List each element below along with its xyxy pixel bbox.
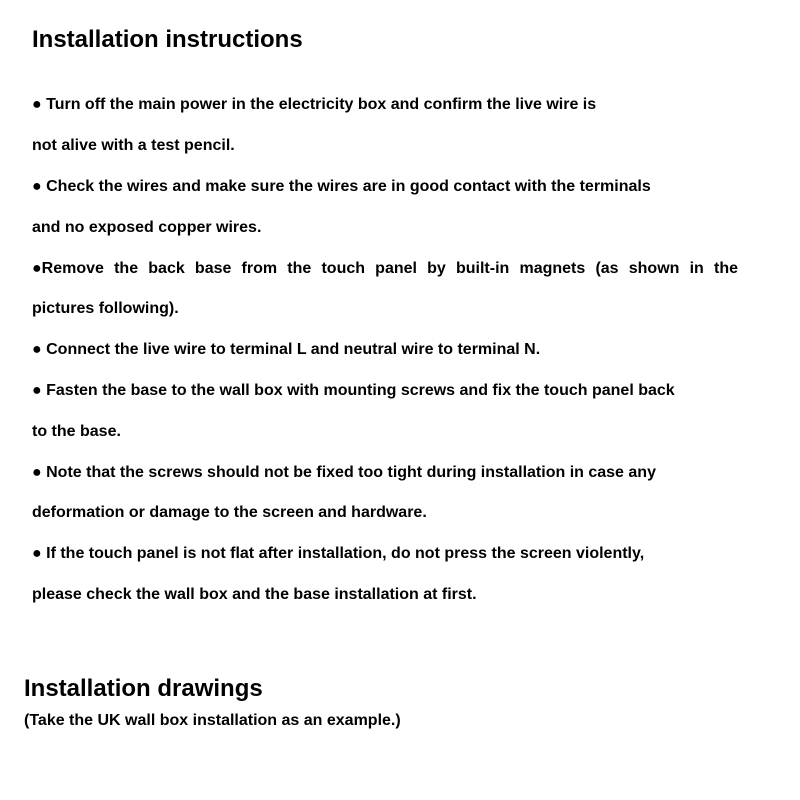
instruction-text: Connect the live wire to terminal L and neutral wire to terminal N.: [46, 341, 541, 358]
bullet-icon: ●: [32, 382, 42, 399]
bullet-icon: ●: [32, 545, 42, 562]
installation-drawings-heading: Installation drawings: [24, 675, 263, 702]
bullet-icon: ●: [32, 260, 42, 277]
instruction-item-2-continued: and no exposed copper wires.: [32, 219, 262, 236]
instruction-item-7-continued: please check the wall box and the base installation at first.: [32, 586, 477, 603]
instruction-text: Note that the screws should not be fixed too tight during installation in case any: [46, 464, 656, 481]
instruction-item-7: [32, 544, 644, 564]
instruction-item-4: [32, 340, 540, 360]
instruction-text: Check the wires and make sure the wires are in good contact with the terminals: [46, 178, 651, 195]
instruction-item-3: [32, 259, 738, 279]
instruction-item-6: [32, 463, 656, 483]
instruction-item-5-continued: to the base.: [32, 423, 121, 440]
bullet-icon: ●: [32, 341, 42, 358]
instruction-text: Turn off the main power in the electricity box and confirm the live wire is: [46, 96, 597, 113]
instruction-item-5: [32, 381, 675, 401]
instruction-text: Fasten the base to the wall box with mounting screws and fix the touch panel back: [46, 382, 675, 399]
instruction-item-1: [32, 95, 596, 115]
instruction-text: If the touch panel is not flat after installation, do not press the screen violently,: [46, 545, 645, 562]
installation-drawings-subtitle: (Take the UK wall box installation as an example.): [24, 712, 401, 729]
instruction-item-1-continued: not alive with a test pencil.: [32, 137, 235, 154]
instruction-item-6-continued: deformation or damage to the screen and hardware.: [32, 504, 427, 521]
bullet-icon: ●: [32, 464, 42, 481]
bullet-icon: ●: [32, 178, 42, 195]
instruction-item-3-continued: pictures following).: [32, 300, 179, 317]
instruction-item-2: [32, 177, 651, 197]
installation-instructions-heading: Installation instructions: [32, 26, 303, 53]
instruction-text: Remove the back base from the touch panel by built-in magnets (as shown in the: [41, 260, 738, 277]
bullet-icon: ●: [32, 96, 42, 113]
